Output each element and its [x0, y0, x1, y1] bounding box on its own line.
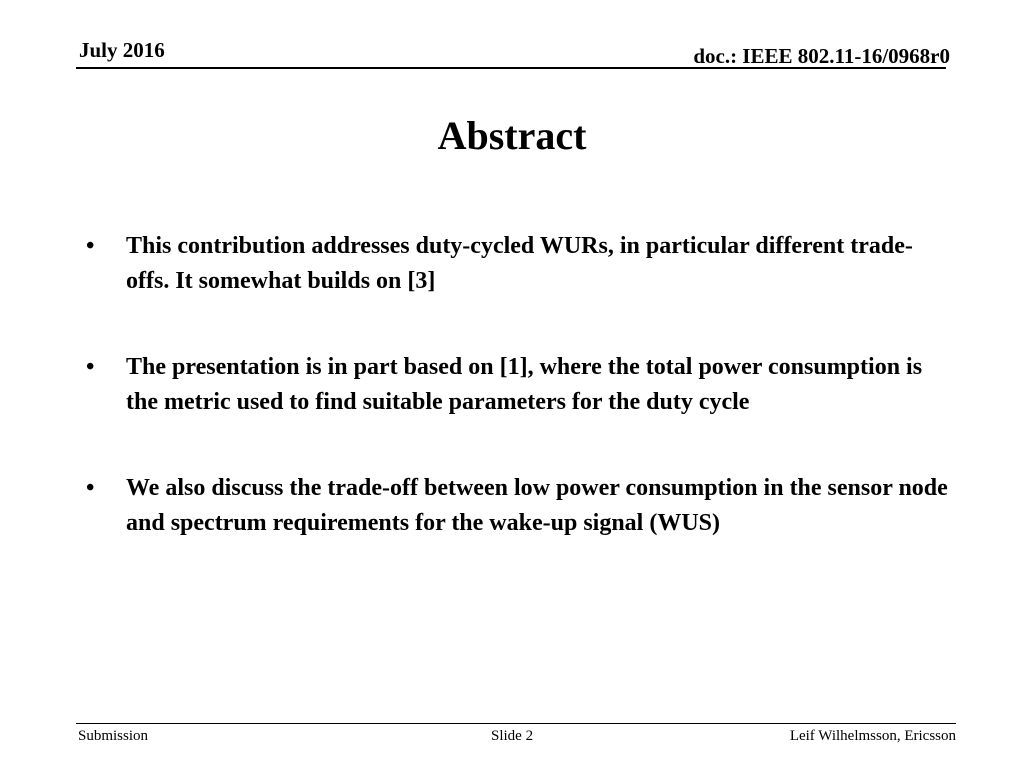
header-doc-id: doc.: IEEE 802.11-16/0968r0: [693, 44, 950, 68]
bullet-item: [86, 471, 956, 540]
footer-divider: [76, 723, 956, 724]
bullet-text: The presentation is in part based on [1], where the total power consumption is the metric used to find suitable parameters for the duty cycle: [126, 354, 923, 415]
bullet-mark: •: [86, 233, 95, 259]
bullet-item: [86, 229, 956, 298]
bullet-mark: •: [86, 475, 95, 501]
footer-author: Leif Wilhelmsson, Ericsson: [789, 728, 956, 744]
header-date: July 2016: [79, 38, 165, 62]
bullet-list: [86, 229, 956, 592]
footer-slide-number: Slide 2: [491, 728, 534, 744]
bullet-mark: •: [86, 354, 95, 380]
bullet-text: We also discuss the trade-off between low power consumption in the sensor node and spectrum requirements for the wake-up signal (WUS): [126, 475, 948, 536]
slide-title: Abstract: [437, 113, 587, 158]
header-divider: [76, 67, 946, 69]
footer-submission: Submission: [78, 728, 149, 744]
bullet-item: [86, 350, 956, 419]
bullet-text: This contribution addresses duty-cycled WURs, in particular different trade-offs. It somewhat builds on [3]: [126, 233, 913, 294]
